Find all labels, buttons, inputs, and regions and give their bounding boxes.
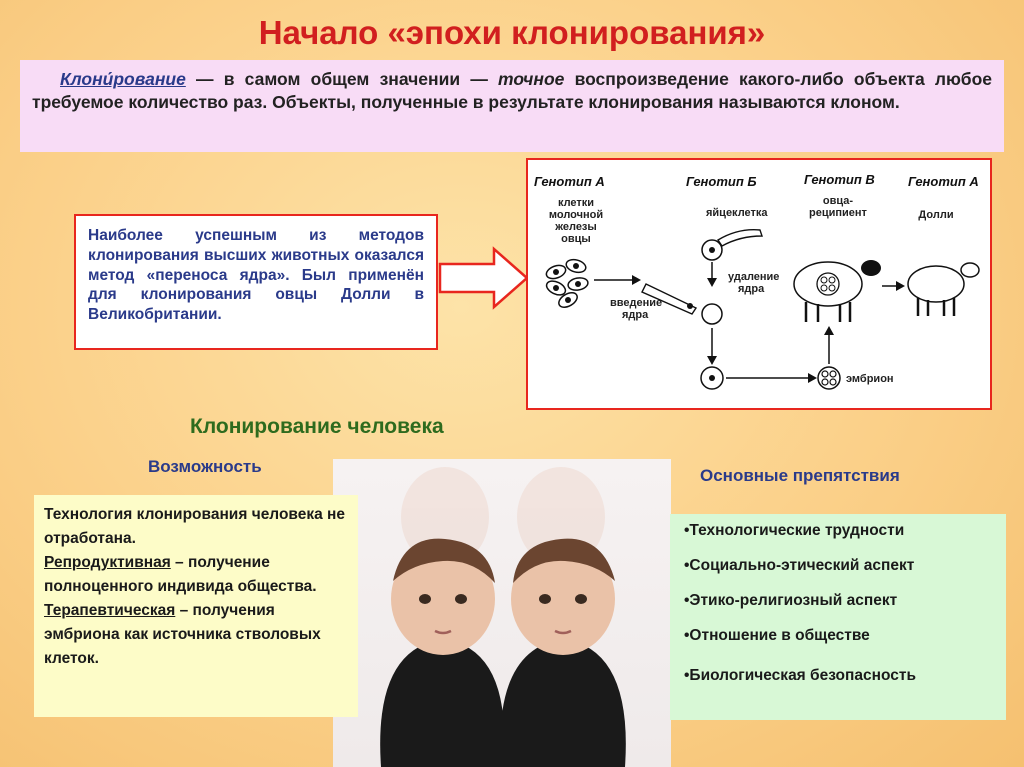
genotype-v-label: Генотип В	[804, 172, 875, 187]
baby-right	[500, 539, 626, 767]
genotype-a2-label: Генотип А	[908, 174, 979, 189]
obstacle-item: •Биологическая безопасность	[684, 667, 916, 684]
mammary-label-3: железы	[555, 221, 597, 233]
obstacles-box	[670, 514, 1006, 720]
egg-cell-label: яйцеклетка	[706, 207, 768, 219]
embryo-icon	[818, 367, 840, 389]
recipient-label-2: реципиент	[809, 207, 867, 219]
removal-label-1: удаление	[728, 271, 780, 283]
cloning-scheme-diagram	[526, 158, 992, 410]
therapeutic-item	[44, 599, 348, 671]
possibility-box	[34, 495, 358, 717]
definition-text-1: — в самом общем значении —	[185, 69, 499, 89]
reproductive-def: – получение полноценного индивида общества.	[44, 554, 317, 596]
page-title: Начало «эпохи клонирования»	[258, 14, 766, 51]
insertion-label-2: ядра	[622, 309, 649, 321]
possibility-heading: Возможность	[148, 457, 262, 476]
right-arrow-icon	[438, 246, 530, 310]
possibility-intro: Технология клонирования человека не отработана.	[44, 506, 346, 548]
obstacle-item: •Технологические трудности	[684, 522, 905, 539]
therapeutic-term: Терапевтическая	[44, 602, 176, 620]
definition-box	[20, 60, 1004, 152]
obstacle-item: •Социально-этический аспект	[684, 557, 915, 574]
recipient-sheep-icon	[794, 260, 881, 322]
definition-term: Клони́рование	[60, 69, 186, 89]
removal-label-2: ядра	[738, 283, 765, 295]
mammary-label-1: клетки	[557, 197, 595, 209]
genotype-b-label: Генотип Б	[686, 174, 757, 189]
cloned-babies-photo	[333, 459, 671, 767]
enucleated-egg	[702, 304, 722, 324]
baby-left	[380, 539, 504, 767]
mammary-label-2: молочной	[548, 209, 604, 221]
reproductive-term: Репродуктивная	[44, 554, 171, 572]
genotype-a-label: Генотип А	[534, 174, 605, 189]
obstacle-item: •Этико-религиозный аспект	[684, 592, 898, 609]
human-cloning-heading: Клонирование человека	[190, 415, 444, 438]
therapeutic-def: – получения эмбриона как источника стволовых клеток.	[44, 602, 321, 668]
dolly-label: Долли	[918, 209, 954, 221]
recipient-label-1: овца-	[822, 195, 854, 207]
reproductive-item	[44, 551, 348, 599]
obstacles-heading: Основные препятствия	[700, 466, 900, 485]
definition-text-2: воспроизведение какого-либо объекта любое требуемое количество раз. Объекты, полученные в результате клонирования называются клоном.	[32, 69, 992, 113]
dolly-sheep-icon	[908, 263, 979, 316]
insertion-label-1: введение	[610, 297, 663, 309]
definition-emphasis: точное	[498, 69, 565, 89]
mammary-label-4: овцы	[561, 233, 591, 245]
embryo-label: эмбрион	[846, 373, 894, 385]
obstacle-item: •Отношение в обществе	[684, 627, 870, 644]
nuclear-transfer-method-box: Наиболее успешным из методов клонирования высших животных оказался метод «переноса ядра». Был применён для клонирования овцы Долли в Великобритании.	[74, 214, 438, 350]
